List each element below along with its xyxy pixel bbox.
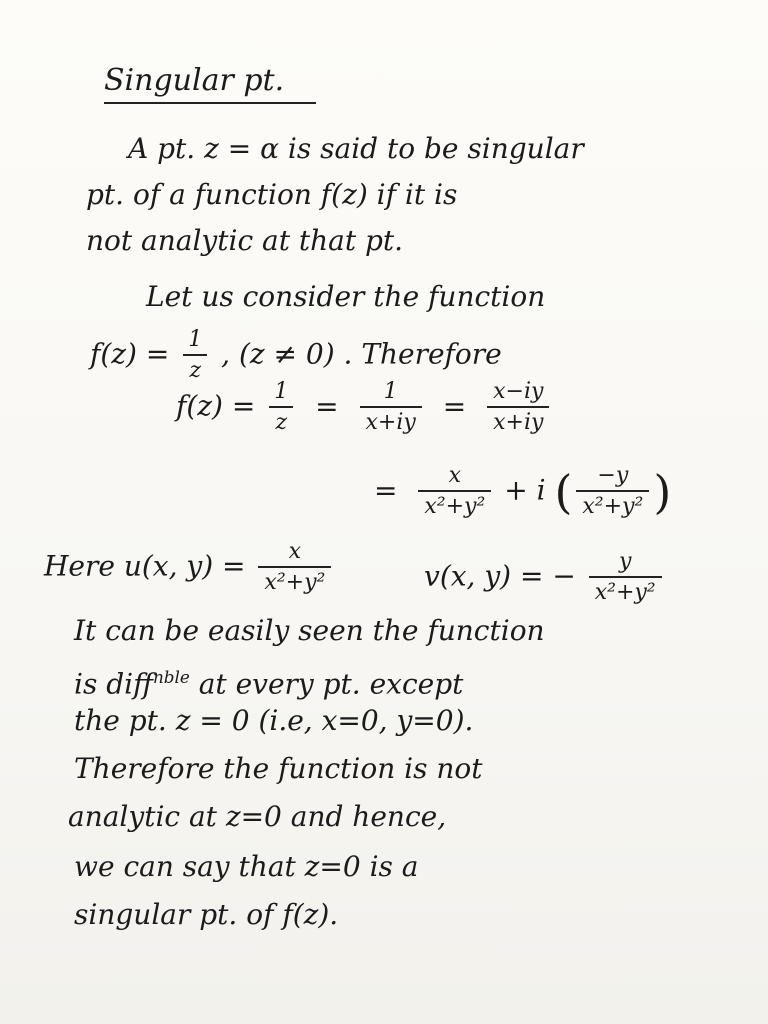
derivation-frac-2: [360, 378, 422, 438]
definition-line-2: pt. of a function f(z) if it is: [86, 178, 458, 211]
u-frac-num: x: [288, 539, 302, 564]
example-condition: , (z ≠ 0) . Therefore: [221, 337, 502, 371]
example-line-2: [90, 326, 502, 386]
example-fraction: [182, 326, 208, 386]
derivation-frac-5-num: −y: [597, 463, 629, 488]
derivation-frac-3: [487, 378, 549, 438]
equals-sign-1: =: [315, 389, 339, 423]
derivation-frac-2-den: x+iy: [360, 406, 422, 438]
conclusion-line-7: singular pt. of f(z).: [74, 898, 339, 931]
plus-i: + i: [504, 473, 546, 507]
example-frac-den: z: [183, 354, 207, 386]
derivation-frac-3-num: x−iy: [493, 379, 544, 404]
conclusion-line-5: analytic at z=0 and hence,: [68, 800, 447, 833]
v-fraction: [589, 548, 662, 608]
derivation-frac-1-num: 1: [274, 379, 289, 404]
derivation-frac-5: [576, 462, 649, 522]
derivation-frac-1-den: z: [269, 406, 293, 438]
page-title: Singular pt.: [104, 63, 285, 98]
v-frac-num: y: [618, 549, 632, 574]
derivation-line-1: [176, 378, 553, 438]
equals-sign-3: =: [374, 473, 398, 507]
definition-line-1: A pt. z = α is said to be singular: [128, 132, 584, 165]
v-lhs: v(x, y) = −: [424, 559, 576, 593]
title-underline: [104, 102, 316, 104]
derivation-line-2: [366, 462, 671, 522]
u-frac-den: x²+y²: [258, 566, 331, 598]
v-frac-den: x²+y²: [589, 576, 662, 608]
conclusion-line-6: we can say that z=0 is a: [74, 850, 419, 883]
example-line-1: Let us consider the function: [146, 280, 546, 313]
u-definition: [44, 538, 335, 598]
conclusion-line-2a: is diff: [74, 667, 153, 701]
derivation-frac-3-den: x+iy: [487, 406, 549, 438]
conclusion-line-4: Therefore the function is not: [74, 752, 483, 785]
derivation-frac-5-den: x²+y²: [576, 490, 649, 522]
u-fraction: [258, 538, 331, 598]
derivation-frac-4-den: x²+y²: [418, 490, 491, 522]
u-lhs: Here u(x, y) =: [44, 549, 246, 583]
equals-sign-2: =: [442, 389, 467, 423]
example-f-lhs: f(z) =: [90, 337, 170, 371]
example-frac-num: 1: [188, 327, 203, 352]
conclusion-line-3: the pt. z = 0 (i.e, x=0, y=0).: [74, 704, 474, 737]
derivation-frac-4: [418, 462, 491, 522]
conclusion-superscript: nble: [152, 667, 190, 687]
conclusion-line-2: [74, 660, 463, 701]
derivation-frac-1: [268, 378, 294, 438]
derivation-frac-2-num: 1: [383, 379, 398, 404]
definition-line-3: not analytic at that pt.: [86, 224, 404, 257]
derivation-frac-4-num: x: [448, 463, 462, 488]
conclusion-line-2b: at every pt. except: [198, 667, 464, 701]
v-definition: [424, 548, 666, 608]
left-paren: (: [554, 465, 573, 519]
derivation-f-lhs: f(z) =: [176, 389, 256, 423]
conclusion-line-1: It can be easily seen the function: [74, 614, 545, 647]
right-paren: ): [653, 465, 672, 519]
